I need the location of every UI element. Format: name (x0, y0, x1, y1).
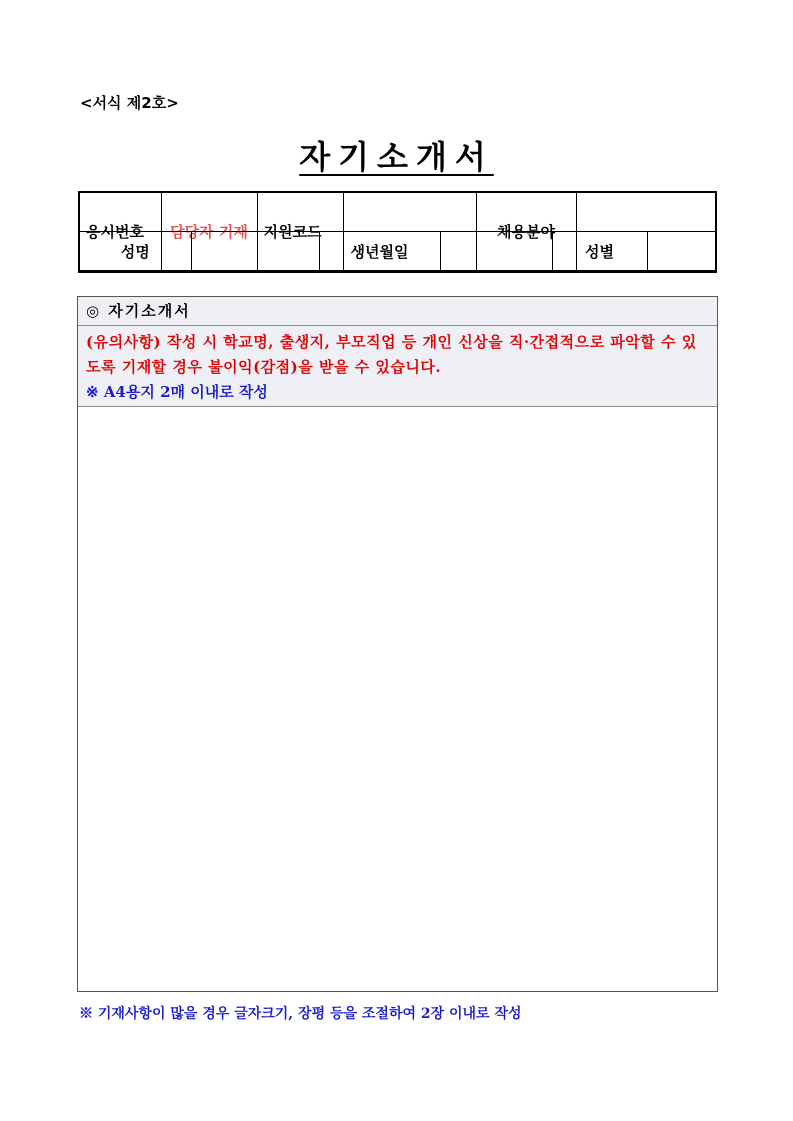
essay-header (78, 297, 717, 407)
form-number: <서식 제2호> (80, 94, 179, 112)
support-code-label: 지원코드 (257, 192, 343, 271)
page-title (0, 132, 793, 178)
name-label: 성명 (79, 232, 191, 273)
birth-field[interactable] (440, 232, 552, 273)
gender-label: 성별 (552, 232, 647, 273)
name-field[interactable] (191, 232, 319, 273)
birth-label: 생년월일 (319, 232, 440, 273)
exam-no-value: 담당자 기재 (161, 192, 257, 271)
page-title-text: 자기소개서 (299, 138, 494, 176)
gender-field[interactable] (647, 232, 716, 273)
self-introduction-section (77, 296, 718, 992)
exam-no-label: 응시번호 (79, 192, 161, 271)
info-row-2 (79, 232, 716, 273)
caution-notice: (유의사항) 작성 시 학교명, 출생지, 부모직업 등 개인 신상을 직·간접적으로 파악할 수 있도록 기재할 경우 불이익(감점)을 받을 수 있습니다. (86, 333, 697, 376)
field-label: 채용분야 (476, 192, 576, 271)
page-limit-note: ※ A4용지 2매 이내로 작성 (86, 383, 268, 401)
applicant-info-table-row2 (78, 231, 717, 273)
section-title: ◎ 자기소개서 (78, 297, 717, 326)
footnote: ※ 기재사항이 많을 경우 글자크기, 장평 등을 조절하여 2장 이내로 작성 (79, 1006, 522, 1022)
